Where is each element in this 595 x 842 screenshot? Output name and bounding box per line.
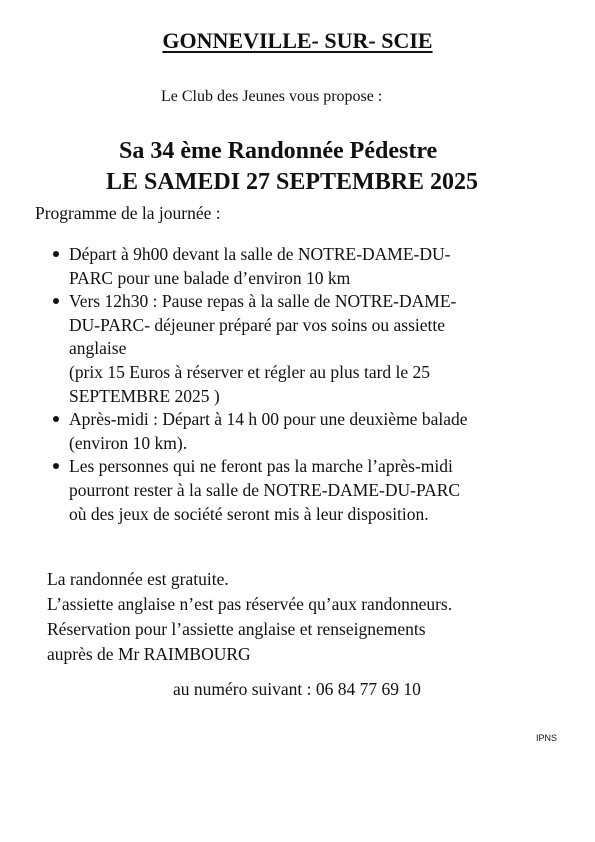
program-item <box>52 408 467 455</box>
intro-text: Le Club des Jeunes vous propose : <box>161 88 383 105</box>
program-item-line: (prix 15 Euros à réserver et régler au plus tard le 25 <box>69 361 431 382</box>
program-item <box>52 243 467 290</box>
program-item-line: Départ à 9h00 devant la salle de NOTRE-DAME-DU- <box>69 244 451 264</box>
program-item <box>52 455 467 526</box>
program-item-line: PARC pour une balade d’environ 10 km <box>69 267 351 288</box>
program-item-line: Après-midi : Départ à 14 h 00 pour une deuxième balade <box>69 409 468 430</box>
program-item-line: pourront rester à la salle de NOTRE-DAME-DU-PARC <box>69 479 461 500</box>
program-item-line: SEPTEMBRE 2025 ) <box>69 385 220 406</box>
program-list <box>52 243 467 526</box>
program-label: Programme de la journée : <box>35 203 221 223</box>
program-item-line: DU-PARC- déjeuner préparé par vos soins ou assiette <box>69 314 446 335</box>
program-item-line: (environ 10 km). <box>69 432 188 453</box>
ipns-footer: IPNS <box>536 733 558 743</box>
bullet-icon <box>53 298 59 304</box>
bullet-icon <box>53 416 59 422</box>
program-item-line: où des jeux de société seront mis à leur disposition. <box>69 503 429 524</box>
program-item-line: Les personnes qui ne feront pas la marche l’après-midi <box>69 456 453 477</box>
program-item-line: Vers 12h30 : Pause repas à la salle de NOTRE-DAME- <box>69 291 457 312</box>
event-date: LE SAMEDI 27 SEPTEMBRE 2025 <box>106 169 479 195</box>
phone-number: au numéro suivant : 06 84 77 69 10 <box>173 679 421 699</box>
program-item-line: anglaise <box>69 338 127 359</box>
free-notice: La randonnée est gratuite. <box>47 569 229 589</box>
bullet-icon <box>53 463 59 469</box>
reservation-text: Réservation pour l’assiette anglaise et renseignements <box>47 619 426 639</box>
page-title: GONNEVILLE- SUR- SCIE <box>162 28 433 53</box>
open-to-all-notice: L’assiette anglaise n’est pas réservée qu’aux randonneurs. <box>47 594 453 614</box>
contact-name: auprès de Mr RAIMBOURG <box>47 644 251 664</box>
event-heading: Sa 34 ème Randonnée Pédestre <box>119 138 438 164</box>
bullet-icon <box>53 251 59 257</box>
program-item <box>52 290 467 408</box>
